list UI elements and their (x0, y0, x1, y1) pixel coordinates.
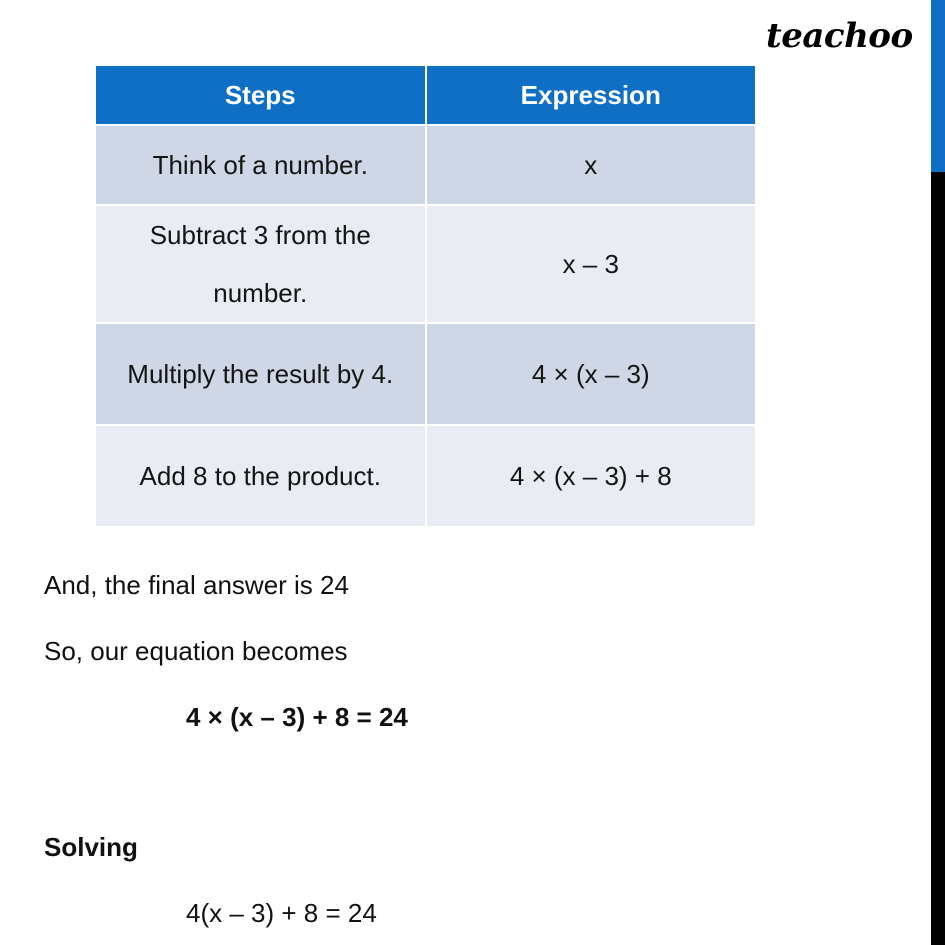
table-row (95, 205, 756, 323)
header-expression: Expression (426, 65, 757, 125)
solving-heading: Solving (44, 832, 138, 862)
step-cell: Think of a number. (95, 125, 426, 205)
table-row (95, 323, 756, 425)
teachoo-logo: teachoo (766, 16, 913, 56)
main-equation: 4 × (x – 3) + 8 = 24 (186, 702, 408, 732)
final-answer-text: And, the final answer is 24 (44, 570, 349, 600)
solving-step-1: 4(x – 3) + 8 = 24 (186, 898, 377, 928)
progress-bar-filled (931, 0, 945, 172)
table-header-row (95, 65, 756, 125)
steps-expression-table (94, 64, 757, 528)
header-steps: Steps (95, 65, 426, 125)
expression-cell: 4 × (x – 3) + 8 (426, 425, 757, 527)
expression-cell: x (426, 125, 757, 205)
expression-cell: x – 3 (426, 205, 757, 323)
step-cell: Subtract 3 from the number. (95, 205, 426, 323)
progress-bar-track (931, 172, 945, 945)
step-cell: Add 8 to the product. (95, 425, 426, 527)
table-row (95, 125, 756, 205)
step-cell: Multiply the result by 4. (95, 323, 426, 425)
table-row (95, 425, 756, 527)
expression-cell: 4 × (x – 3) (426, 323, 757, 425)
equation-intro-text: So, our equation becomes (44, 636, 348, 666)
